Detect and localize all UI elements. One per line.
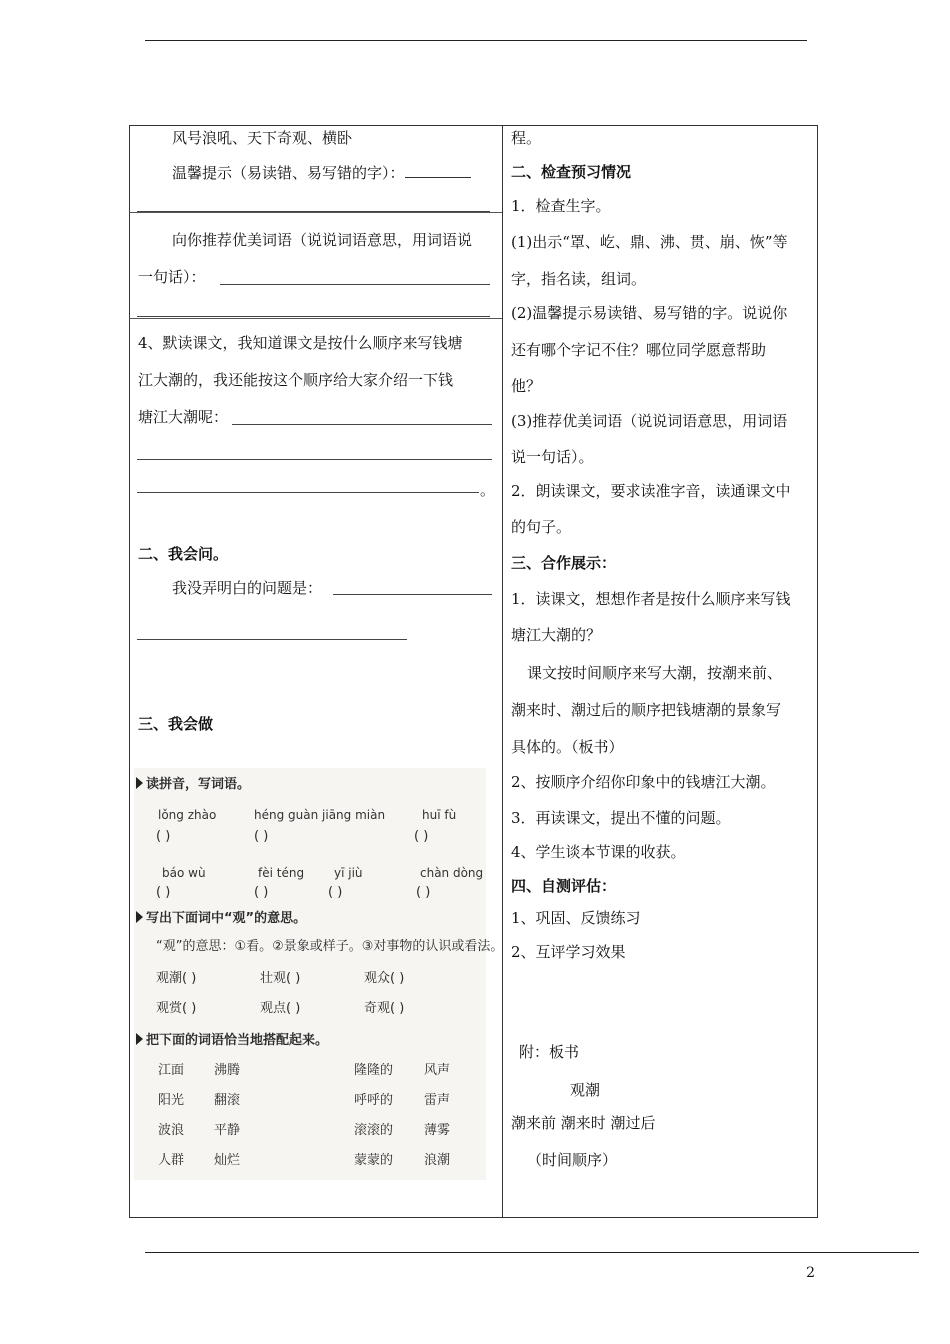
text-line: 1．读课文，想想作者是按什么顺序来写钱 bbox=[511, 590, 791, 608]
recommend-prompt-cont: 一句话）： bbox=[138, 268, 206, 286]
exercise-q1: 读拼音，写词语。 bbox=[136, 776, 250, 794]
guan-word[interactable]: 观众( ) bbox=[364, 971, 405, 986]
match-word[interactable]: 浪潮 bbox=[424, 1153, 451, 1168]
question-answer-line[interactable] bbox=[333, 594, 492, 595]
match-word[interactable]: 雷声 bbox=[424, 1093, 451, 1108]
bullet-icon bbox=[136, 777, 143, 789]
answer-parens[interactable]: ( ) bbox=[416, 885, 431, 900]
board-items: 潮来前 潮来时 潮过后 bbox=[511, 1114, 656, 1132]
text-line: 2．朗读课文，要求读准字音，读通课文中 bbox=[511, 482, 791, 500]
match-word[interactable]: 隆隆的 bbox=[354, 1063, 394, 1078]
board-note: （时间顺序） bbox=[527, 1151, 618, 1169]
recommend-prompt: 向你推荐优美词语（说说词语意思，用词语说 bbox=[172, 231, 473, 249]
text-line: 塘江大潮的？ bbox=[511, 626, 602, 644]
answer-parens[interactable]: ( ) bbox=[328, 885, 343, 900]
match-word[interactable]: 沸腾 bbox=[214, 1063, 241, 1078]
pinyin: chàn dòng bbox=[420, 866, 484, 880]
match-word[interactable]: 呼呼的 bbox=[354, 1093, 394, 1108]
text-line: 他？ bbox=[511, 377, 542, 395]
text-line: 1、巩固、反馈练习 bbox=[511, 909, 641, 927]
pinyin: héng guàn jiāng miàn bbox=[254, 808, 386, 822]
board-title: 观潮 bbox=[570, 1081, 601, 1099]
reading-answer-line[interactable] bbox=[137, 492, 479, 493]
text-line: (2)温馨提示易读错、易写错的字。说说你 bbox=[511, 304, 788, 322]
header-rule bbox=[145, 40, 807, 41]
section-ask-heading: 二、我会问。 bbox=[138, 545, 229, 563]
pinyin: báo wù bbox=[162, 866, 206, 880]
exercise-q2: 写出下面词中“观”的意思。 bbox=[136, 910, 306, 928]
text-line: 潮来时、潮过后的顺序把钱塘潮的景象写 bbox=[511, 701, 782, 719]
pinyin: huī fù bbox=[422, 808, 457, 822]
reading-task-cont: 江大潮的，我还能按这个顺序给大家介绍一下钱 bbox=[138, 371, 454, 389]
board-label: 附：板书 bbox=[519, 1043, 580, 1061]
text-line: 的句子。 bbox=[511, 518, 572, 536]
reading-answer-line[interactable] bbox=[137, 459, 492, 460]
answer-parens[interactable]: ( ) bbox=[156, 885, 171, 900]
match-word[interactable]: 翻滚 bbox=[214, 1093, 241, 1108]
text-line: (3)推荐优美词语（说说词语意思，用词语 bbox=[511, 412, 788, 430]
reading-answer-line[interactable] bbox=[232, 424, 492, 425]
exercise-worksheet bbox=[134, 768, 504, 1180]
answer-line[interactable] bbox=[137, 211, 490, 212]
question-answer-line[interactable] bbox=[137, 639, 407, 640]
column-divider bbox=[502, 125, 503, 1218]
text-line: 还有哪个字记不住？哪位同学愿意帮助 bbox=[511, 341, 767, 359]
guan-word[interactable]: 观潮( ) bbox=[156, 971, 197, 986]
answer-parens[interactable]: ( ) bbox=[414, 829, 429, 844]
bullet-icon bbox=[136, 1033, 143, 1045]
match-word[interactable]: 波浪 bbox=[158, 1123, 185, 1138]
pinyin: lǒng zhào bbox=[158, 808, 217, 822]
text-line: (1)出示“罩、屹、鼎、沸、贯、崩、恢”等 bbox=[511, 233, 788, 251]
text-line: 程。 bbox=[511, 129, 542, 147]
text-line: 4、学生谈本节课的收获。 bbox=[511, 843, 686, 861]
text-line: 2、按顺序介绍你印象中的钱塘江大潮。 bbox=[511, 773, 776, 791]
reading-task-cont: 塘江大潮呢： bbox=[138, 408, 229, 426]
guan-word[interactable]: 壮观( ) bbox=[260, 971, 301, 986]
text-line: 课文按时间顺序来写大潮，按潮来前、 bbox=[527, 664, 783, 682]
section-do-heading: 三、我会做 bbox=[138, 715, 214, 733]
pinyin: yī jiù bbox=[334, 866, 363, 880]
exercise-q3: 把下面的词语恰当地搭配起来。 bbox=[136, 1032, 328, 1050]
match-word[interactable]: 风声 bbox=[424, 1063, 451, 1078]
tip-answer-blank[interactable] bbox=[405, 163, 471, 178]
text-line: 字，指名读，组词。 bbox=[511, 270, 647, 288]
row-divider bbox=[129, 212, 502, 213]
match-word[interactable]: 滚滚的 bbox=[354, 1123, 394, 1138]
answer-parens[interactable]: ( ) bbox=[254, 829, 269, 844]
answer-line[interactable] bbox=[137, 316, 490, 317]
text-line: 具体的。（板书） bbox=[511, 738, 624, 756]
vocab-line: 风号浪吼、天下奇观、横卧 bbox=[172, 129, 353, 147]
text-line: 说一句话）。 bbox=[511, 448, 594, 466]
match-word[interactable]: 薄雾 bbox=[424, 1123, 451, 1138]
guan-word[interactable]: 观赏( ) bbox=[156, 1001, 197, 1016]
page-number: 2 bbox=[806, 1265, 815, 1281]
match-word[interactable]: 阳光 bbox=[158, 1093, 185, 1108]
match-word[interactable]: 江面 bbox=[158, 1063, 185, 1078]
row-divider bbox=[129, 318, 502, 319]
match-word[interactable]: 灿烂 bbox=[214, 1153, 241, 1168]
guan-word[interactable]: 奇观( ) bbox=[364, 1001, 405, 1016]
match-word[interactable]: 人群 bbox=[158, 1153, 185, 1168]
pinyin: fèi téng bbox=[258, 866, 305, 880]
section-show-heading: 三、合作展示： bbox=[511, 554, 617, 572]
footer-rule bbox=[145, 1252, 919, 1253]
answer-parens[interactable]: ( ) bbox=[254, 885, 269, 900]
section-eval-heading: 四、自测评估： bbox=[511, 877, 617, 895]
question-prompt: 我没弄明白的问题是： bbox=[172, 579, 323, 597]
answer-parens[interactable]: ( ) bbox=[156, 829, 171, 844]
text-line: 2、互评学习效果 bbox=[511, 943, 626, 961]
match-word[interactable]: 平静 bbox=[214, 1123, 241, 1138]
guan-word[interactable]: 观点( ) bbox=[260, 1001, 301, 1016]
match-word[interactable]: 蒙蒙的 bbox=[354, 1153, 394, 1168]
text-line: 3．再读课文，提出不懂的问题。 bbox=[511, 809, 731, 827]
tip-prompt: 温馨提示（易读错、易写错的字）： bbox=[172, 163, 471, 183]
section-check-heading: 二、检查预习情况 bbox=[511, 163, 632, 181]
reading-end-mark: 。 bbox=[480, 481, 496, 499]
reading-task: 4、默读课文，我知道课文是按什么顺序来写钱塘 bbox=[138, 334, 463, 352]
recommend-answer-line[interactable] bbox=[220, 284, 490, 285]
bullet-icon bbox=[136, 911, 143, 923]
guan-meaning: “观”的意思：①看。②景象或样子。③对事物的认识或看法。 bbox=[156, 939, 504, 954]
text-line: 1．检查生字。 bbox=[511, 197, 611, 215]
